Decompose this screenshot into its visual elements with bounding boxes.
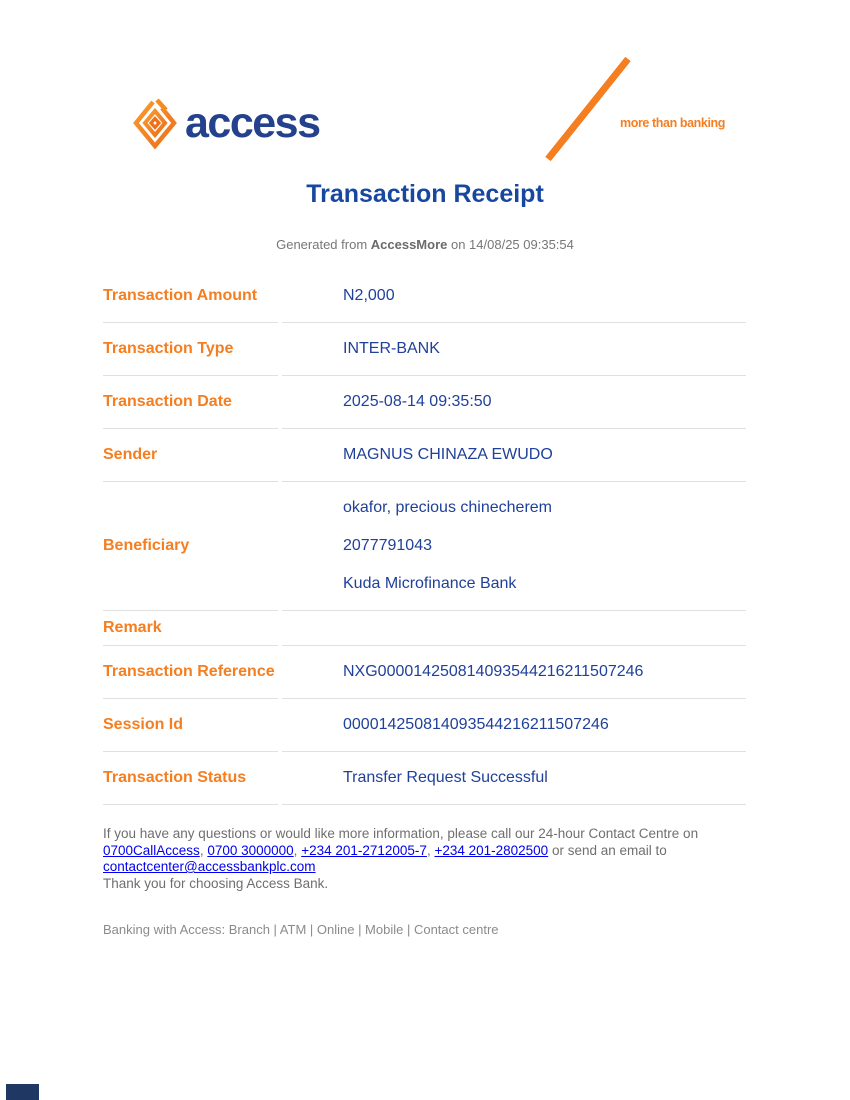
table-row-transaction-reference bbox=[103, 646, 746, 699]
bottom-left-navy-rect bbox=[6, 1084, 39, 1100]
contact-email-link[interactable]: contactcenter@accessbankplc.com bbox=[103, 859, 316, 874]
table-row-transaction-type bbox=[103, 323, 746, 376]
contact-phone-link-0700-3000000[interactable]: 0700 3000000 bbox=[207, 842, 294, 858]
table-row-transaction-date bbox=[103, 376, 746, 429]
row-value bbox=[282, 482, 746, 611]
row-label: Transaction Date bbox=[103, 376, 278, 429]
row-value: 2025-08-14 09:35:50 bbox=[282, 376, 746, 429]
row-value: 000014250814093544216211507246 bbox=[282, 699, 746, 752]
brand-tagline: more than banking bbox=[620, 116, 726, 130]
banking-channels-line: Banking with Access: Branch | ATM | Online | Mobile | Contact centre bbox=[103, 922, 499, 937]
table-row-transaction-amount bbox=[103, 270, 746, 323]
row-value: N2,000 bbox=[282, 270, 746, 323]
contact-text: If you have any questions or would like more information, please call our 24-hour Contact Centre on bbox=[103, 826, 699, 841]
subtitle-prefix: Generated from bbox=[276, 237, 371, 252]
separator: , bbox=[293, 842, 302, 858]
beneficiary-bank: Kuda Microfinance Bank bbox=[343, 575, 517, 592]
row-label: Transaction Type bbox=[103, 323, 278, 376]
row-label: Transaction Reference bbox=[103, 646, 278, 699]
table-row-sender bbox=[103, 429, 746, 482]
table-row-transaction-status bbox=[103, 752, 746, 805]
separator: , bbox=[426, 842, 435, 858]
access-diamond-icon bbox=[133, 97, 177, 149]
row-value: INTER-BANK bbox=[282, 323, 746, 376]
table-row-remark bbox=[103, 611, 746, 646]
contact-centre-note bbox=[103, 826, 773, 892]
separator: , bbox=[199, 842, 208, 858]
generated-from-line bbox=[0, 237, 850, 252]
subtitle-suffix: on 14/08/25 09:35:54 bbox=[447, 237, 574, 252]
row-label: Transaction Status bbox=[103, 752, 278, 805]
row-label: Session Id bbox=[103, 699, 278, 752]
row-value: NXG000014250814093544216211507246 bbox=[282, 646, 746, 699]
table-row-beneficiary bbox=[103, 482, 746, 611]
contact-phone-link-2802500[interactable]: +234 201-2802500 bbox=[434, 842, 549, 858]
beneficiary-name: okafor, precious chinecherem bbox=[343, 499, 552, 516]
receipt-table bbox=[103, 270, 746, 805]
brand-slash-icon bbox=[544, 55, 634, 163]
contact-text: or send an email to bbox=[548, 842, 667, 858]
thank-you-line: Thank you for choosing Access Bank. bbox=[103, 875, 329, 891]
subtitle-app-name: AccessMore bbox=[370, 237, 448, 252]
row-value-empty bbox=[282, 611, 746, 646]
beneficiary-account-number: 2077791043 bbox=[343, 537, 432, 554]
row-label: Beneficiary bbox=[103, 482, 278, 611]
row-label: Sender bbox=[103, 429, 278, 482]
contact-phone-link-2712005[interactable]: +234 201-2712005-7 bbox=[301, 842, 427, 858]
row-value: MAGNUS CHINAZA EWUDO bbox=[282, 429, 746, 482]
access-wordmark: access bbox=[185, 98, 320, 147]
row-label: Remark bbox=[103, 611, 278, 646]
page-title: Transaction Receipt bbox=[306, 180, 544, 208]
contact-phone-link-0700callaccess[interactable]: 0700CallAccess bbox=[103, 842, 200, 858]
access-bank-logo bbox=[133, 97, 320, 149]
row-label: Transaction Amount bbox=[103, 270, 278, 323]
row-value: Transfer Request Successful bbox=[282, 752, 746, 805]
table-row-session-id bbox=[103, 699, 746, 752]
